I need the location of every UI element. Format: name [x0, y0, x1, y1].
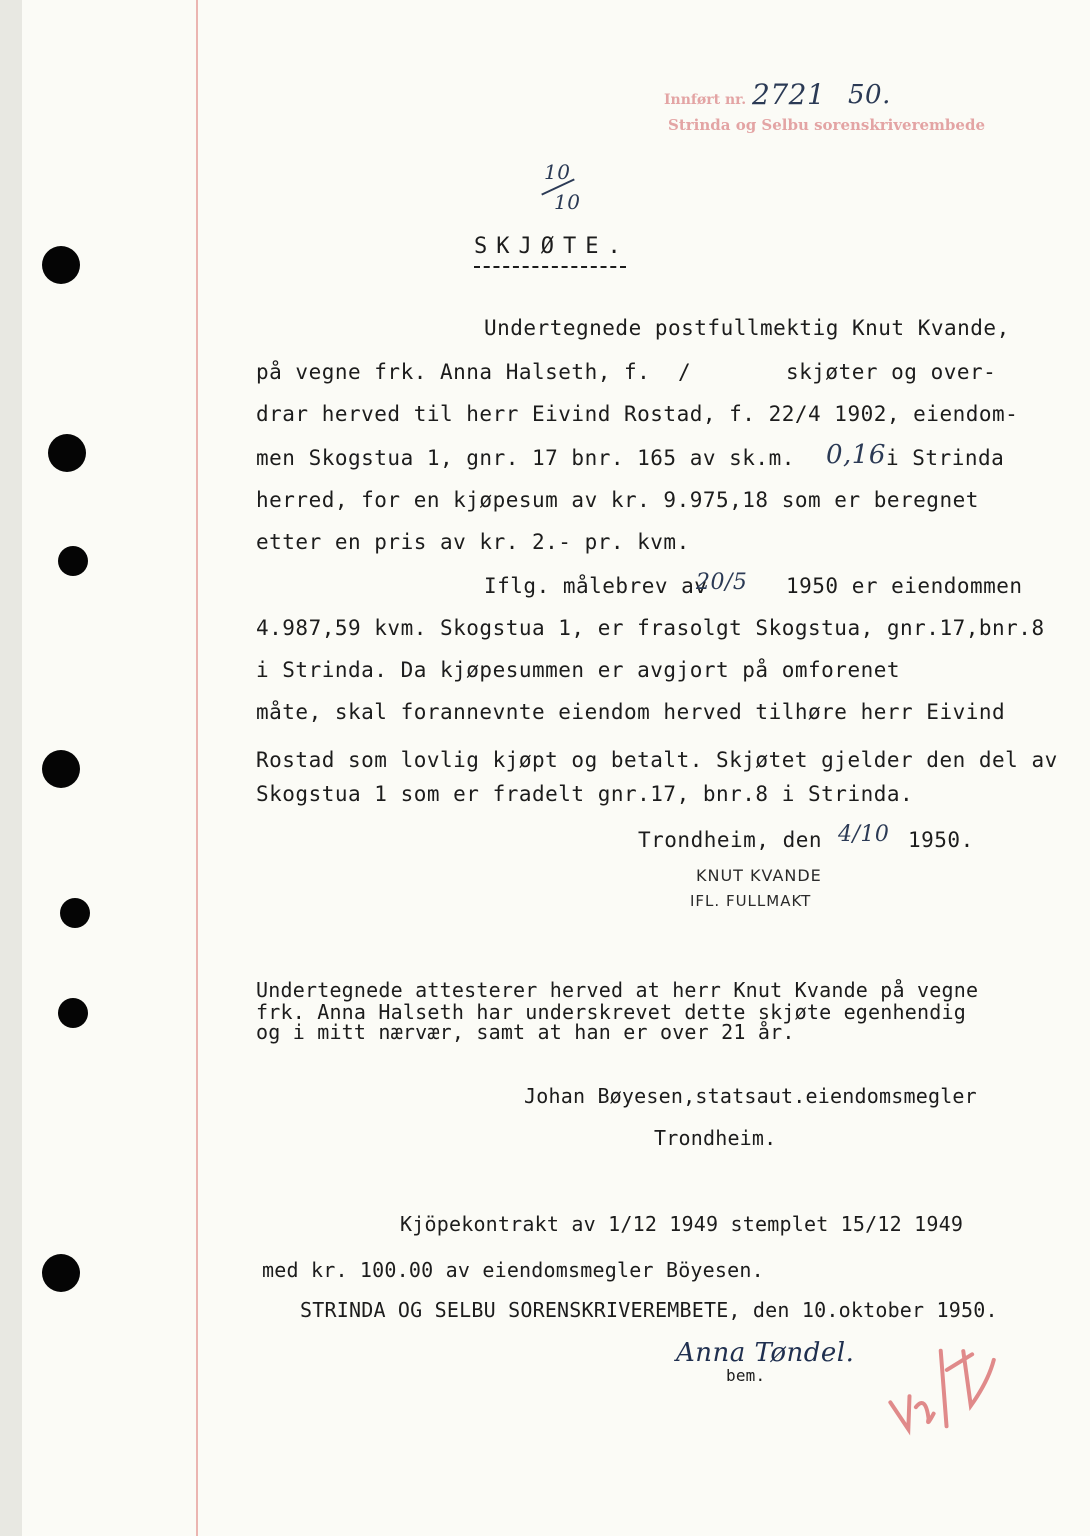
punch-hole [42, 1254, 80, 1292]
attest-name: Johan Bøyesen,statsaut.eiendomsmegler [524, 1084, 977, 1108]
handwritten-date: 4/10 [838, 822, 890, 847]
contract-line: med kr. 100.00 av eiendomsmegler Böyesen. [262, 1258, 764, 1282]
date-line: Trondheim, den [638, 828, 823, 852]
contract-line: Kjöpekontrakt av 1/12 1949 stemplet 15/12 1949 [400, 1212, 964, 1236]
handwritten-date: 20/5 [696, 570, 748, 595]
body-line: 1950 er eiendommen [786, 574, 1023, 598]
body-line: Skogstua 1 som er fradelt gnr.17, bnr.8 i Strinda. [256, 782, 914, 806]
body-line: Undertegnede postfullmektig Knut Kvande, [484, 316, 1010, 340]
signature-capacity: IFL. FULLMAKT [690, 892, 812, 910]
registration-year: 50. [848, 80, 891, 110]
registration-number: 2721 [752, 78, 826, 111]
body-line: / [678, 360, 692, 384]
handwritten-area: 0,16 [826, 440, 886, 470]
body-line: i Strinda. Da kjøpesummen er avgjort på omforenet [256, 658, 901, 682]
scan-edge [0, 0, 22, 1536]
body-line: på vegne frk. Anna Halseth, f. [256, 360, 651, 384]
clerk-signature: Anna Tøndel. [676, 1338, 855, 1368]
punch-hole [42, 246, 80, 284]
punch-hole [60, 898, 90, 928]
punch-hole [58, 998, 88, 1028]
red-initials-mark [868, 1317, 1028, 1454]
attest-line: og i mitt nærvær, samt at han er over 21 år. [256, 1020, 795, 1044]
body-line: drar herved til herr Eivind Rostad, f. 22/4 1902, eiendom- [256, 402, 1019, 426]
document-title: SKJØTE. [474, 234, 630, 259]
body-line: måte, skal forannevnte eiendom herved tilhøre herr Eivind [256, 700, 1006, 724]
signature-name: KNUT KVANDE [696, 866, 822, 885]
body-line: Iflg. målebrev av [484, 574, 708, 598]
red-initials-icon [868, 1317, 1026, 1444]
body-line: skjøter og over- [786, 360, 997, 384]
body-line: Rostad som lovlig kjøpt og betalt. Skjøtet gjelder den del av [256, 748, 1058, 772]
registration-stamp-line2: Strinda og Selbu sorenskriverembede [668, 116, 985, 134]
body-line: etter en pris av kr. 2.- pr. kvm. [256, 530, 690, 554]
date-line: 1950. [908, 828, 974, 852]
registration-stamp-line1: Innført nr. [664, 92, 747, 108]
body-line: men Skogstua 1, gnr. 17 bnr. 165 av sk.m. [256, 446, 795, 470]
court-line: STRINDA OG SELBU SORENSKRIVEREMBETE, den 10.oktober 1950. [300, 1298, 998, 1322]
attest-line: Undertegnede attesterer herved at herr Knut Kvande på vegne [256, 978, 979, 1002]
punch-hole [42, 750, 80, 788]
title-underline [474, 266, 626, 268]
bem-label: bem. [726, 1366, 766, 1385]
folio-top: 10 [544, 160, 571, 184]
body-line: herred, for en kjøpesum av kr. 9.975,18 som er beregnet [256, 488, 979, 512]
margin-line [196, 0, 198, 1536]
attest-place: Trondheim. [654, 1126, 777, 1150]
body-line: 4.987,59 kvm. Skogstua 1, er frasolgt Skogstua, gnr.17,bnr.8 [256, 616, 1045, 640]
punch-hole [48, 434, 86, 472]
punch-hole [58, 546, 88, 576]
folio-bottom: 10 [554, 190, 581, 214]
attest-line: frk. Anna Halseth har underskrevet dette skjøte egenhendig [256, 1000, 966, 1024]
body-line: i Strinda [886, 446, 1005, 470]
